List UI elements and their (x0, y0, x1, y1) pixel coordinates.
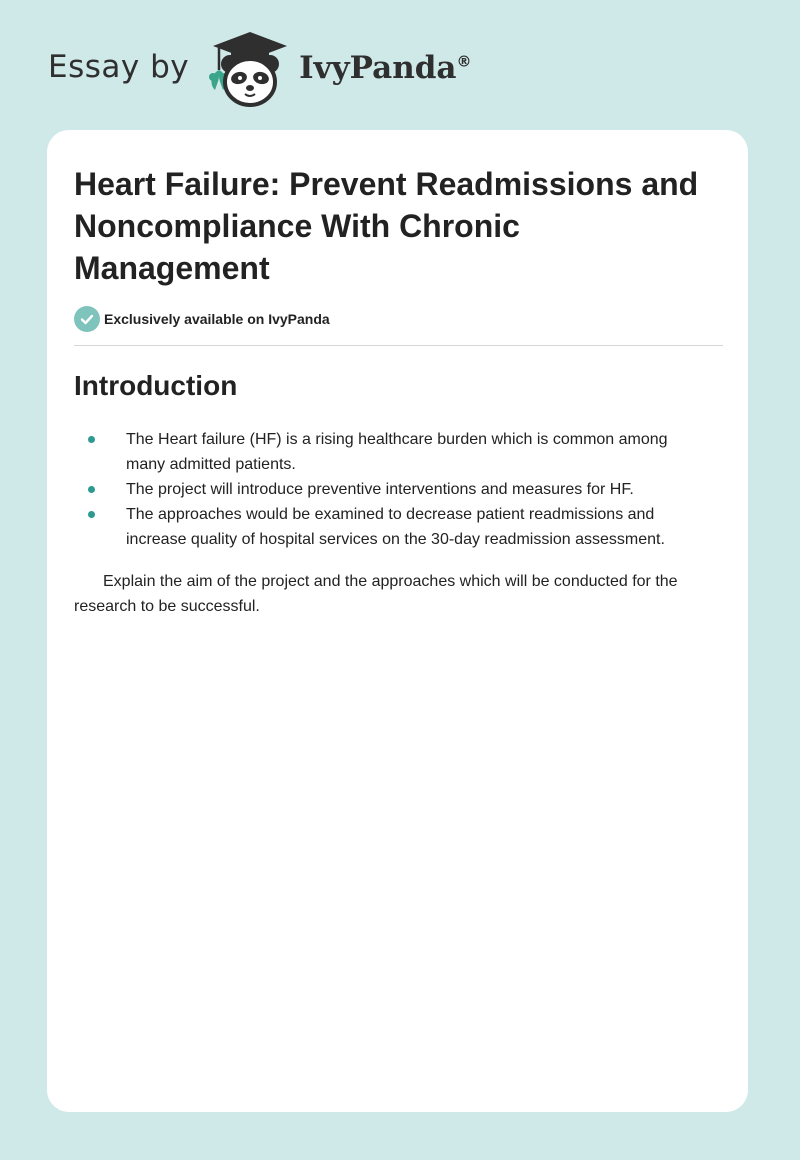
list-item-text: The project will introduce preventive interventions and measures for HF. (126, 481, 634, 498)
list-item (74, 502, 704, 552)
brand-name[interactable]: IvyPanda® (299, 50, 472, 86)
exclusive-badge (74, 305, 330, 333)
page-title: Heart Failure: Prevent Readmissions and Noncompliance With Chronic Management (74, 166, 699, 286)
site-header (48, 30, 608, 110)
panda-logo-icon[interactable] (205, 30, 295, 110)
list-item-text: The Heart failure (HF) is a rising healthcare burden which is common among many admitted patients. (126, 431, 668, 473)
bullet-dot (88, 486, 95, 493)
bullet-list (74, 427, 704, 552)
list-item (74, 427, 704, 477)
section-heading: Introduction (74, 370, 238, 401)
list-item (74, 477, 704, 502)
bullet-dot (88, 436, 95, 443)
registered-mark: ® (456, 52, 472, 71)
essay-by-label: Essay by (48, 49, 190, 85)
exclusive-badge-label: Exclusively available on IvyPanda (104, 311, 330, 327)
bullet-dot (88, 511, 95, 518)
check-circle-icon (74, 306, 100, 332)
list-item-text: The approaches would be examined to decrease patient readmissions and increase quality of hospital services on the 30-day readmission assessment. (126, 506, 665, 548)
essay-card (47, 130, 748, 1112)
title-divider (74, 345, 723, 346)
body-paragraph: Explain the aim of the project and the approaches which will be conducted for the research to be successful. (74, 573, 678, 615)
